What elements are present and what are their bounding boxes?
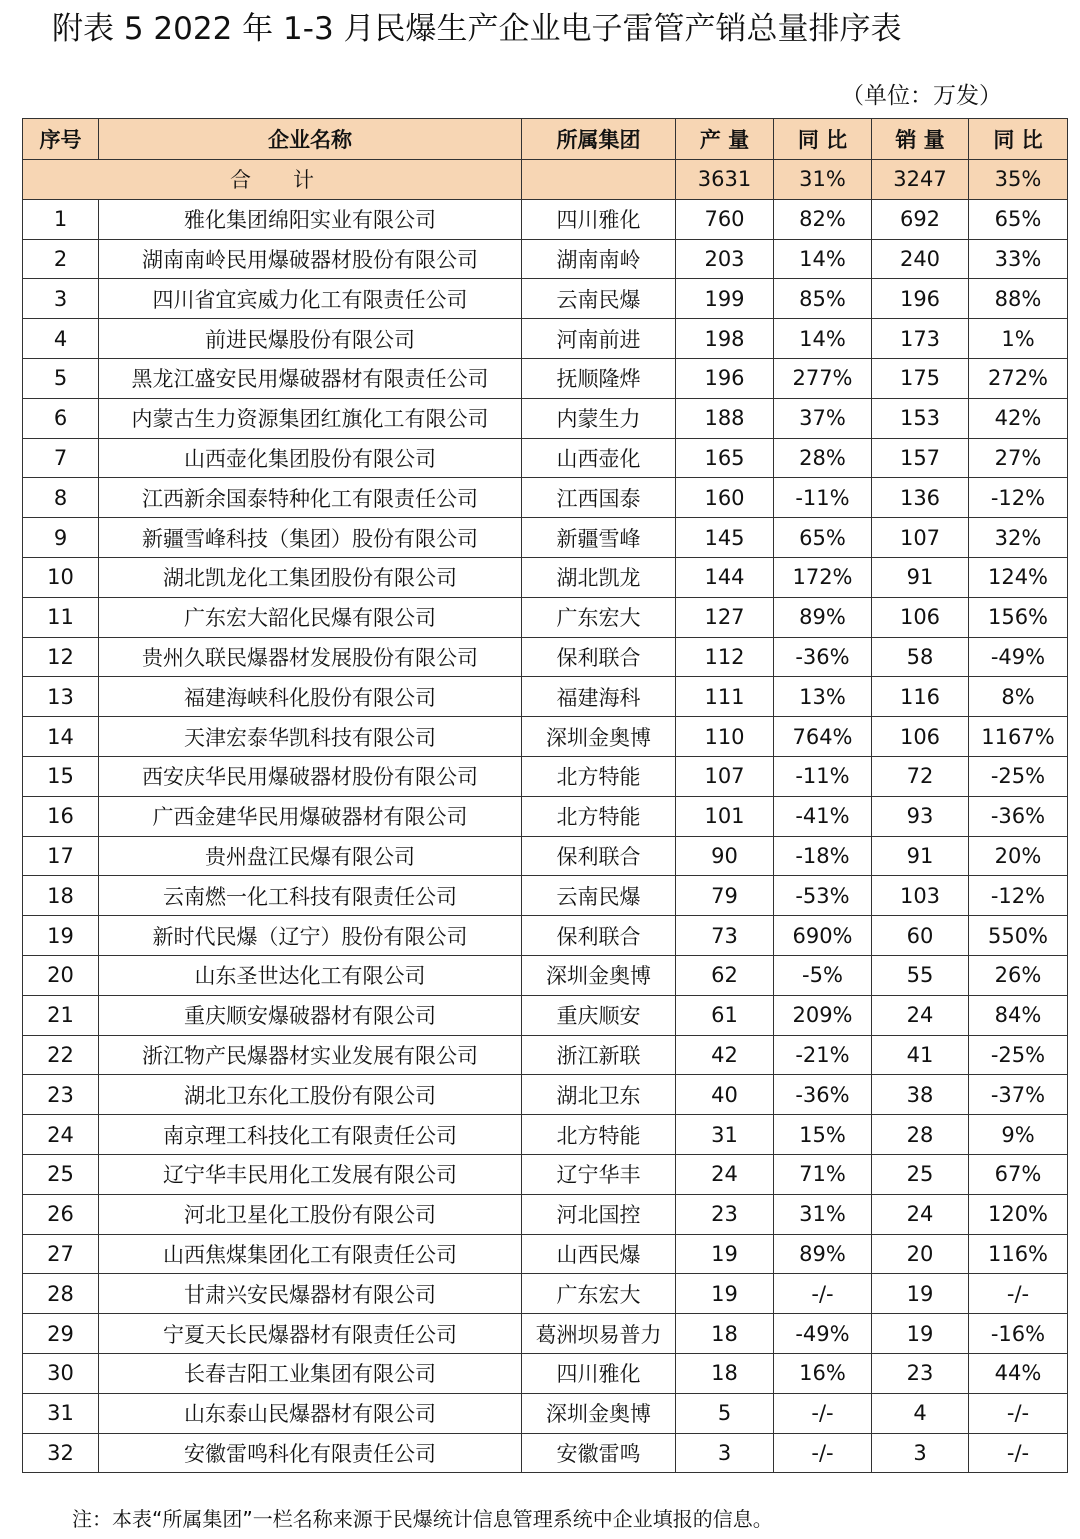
cell-group: 深圳金奥博: [522, 955, 676, 995]
table-row: [23, 836, 1068, 876]
cell-group: 广东宏大: [522, 1274, 676, 1314]
cell-group: 抚顺隆烨: [522, 358, 676, 398]
table-row: [23, 677, 1068, 717]
cell-company: 甘肃兴安民爆器材有限公司: [99, 1274, 522, 1314]
cell-production: 188: [676, 398, 774, 438]
cell-sales: 60: [872, 916, 969, 956]
cell-group: 湖南南岭: [522, 239, 676, 279]
cell-sales: 23: [872, 1353, 969, 1393]
cell-company: 长春吉阳工业集团有限公司: [99, 1353, 522, 1393]
cell-production-yoy: 28%: [774, 438, 872, 478]
cell-rank: 7: [23, 438, 99, 478]
cell-production-yoy: -5%: [774, 955, 872, 995]
cell-company: 云南燃一化工科技有限责任公司: [99, 876, 522, 916]
cell-production: 101: [676, 796, 774, 836]
cell-sales-yoy: 26%: [969, 955, 1068, 995]
cell-production: 19: [676, 1234, 774, 1274]
cell-production: 42: [676, 1035, 774, 1075]
cell-group: 安徽雷鸣: [522, 1433, 676, 1473]
cell-group: 福建海科: [522, 677, 676, 717]
cell-group: 河南前进: [522, 319, 676, 359]
table-row: [23, 796, 1068, 836]
cell-group: 广东宏大: [522, 597, 676, 637]
header-sales: 销 量: [872, 119, 969, 160]
cell-group: 河北国控: [522, 1194, 676, 1234]
header-row: [23, 119, 1068, 160]
ranking-table: [22, 118, 1068, 1473]
cell-sales-yoy: -12%: [969, 876, 1068, 916]
cell-company: 河北卫星化工股份有限公司: [99, 1194, 522, 1234]
cell-sales-yoy: 32%: [969, 518, 1068, 558]
header-rank: 序号: [23, 119, 99, 160]
cell-rank: 19: [23, 916, 99, 956]
cell-production-yoy: 31%: [774, 1194, 872, 1234]
cell-group: 江西国泰: [522, 478, 676, 518]
table-row: [23, 557, 1068, 597]
cell-sales: 4: [872, 1393, 969, 1433]
cell-company: 湖北卫东化工股份有限公司: [99, 1075, 522, 1115]
table-row: [23, 1035, 1068, 1075]
cell-sales: 19: [872, 1314, 969, 1354]
cell-company: 西安庆华民用爆破器材股份有限公司: [99, 756, 522, 796]
cell-rank: 29: [23, 1314, 99, 1354]
cell-rank: 20: [23, 955, 99, 995]
cell-company: 山西壶化集团股份有限公司: [99, 438, 522, 478]
cell-group: 葛洲坝易普力: [522, 1314, 676, 1354]
cell-sales-yoy: 272%: [969, 358, 1068, 398]
cell-production-yoy: 13%: [774, 677, 872, 717]
cell-production-yoy: -/-: [774, 1433, 872, 1473]
cell-rank: 18: [23, 876, 99, 916]
cell-sales: 91: [872, 557, 969, 597]
cell-group: 内蒙生力: [522, 398, 676, 438]
cell-rank: 14: [23, 717, 99, 757]
cell-rank: 10: [23, 557, 99, 597]
cell-group: 保利联合: [522, 836, 676, 876]
cell-production: 110: [676, 717, 774, 757]
cell-company: 江西新余国泰特种化工有限责任公司: [99, 478, 522, 518]
total-row: [23, 160, 1068, 200]
footnote: 注：本表“所属集团”一栏名称来源于民爆统计信息管理系统中企业填报的信息。: [72, 1507, 773, 1531]
cell-rank: 13: [23, 677, 99, 717]
cell-group: 云南民爆: [522, 279, 676, 319]
cell-company: 前进民爆股份有限公司: [99, 319, 522, 359]
cell-group: 北方特能: [522, 756, 676, 796]
table-row: [23, 717, 1068, 757]
cell-rank: 15: [23, 756, 99, 796]
cell-group: 保利联合: [522, 916, 676, 956]
cell-company: 内蒙古生力资源集团红旗化工有限公司: [99, 398, 522, 438]
page-title: 附表 5 2022 年 1-3 月民爆生产企业电子雷管产销总量排序表: [52, 11, 902, 47]
cell-sales-yoy: -/-: [969, 1433, 1068, 1473]
cell-production: 196: [676, 358, 774, 398]
cell-production: 760: [676, 199, 774, 239]
cell-production: 73: [676, 916, 774, 956]
cell-sales: 107: [872, 518, 969, 558]
cell-sales: 58: [872, 637, 969, 677]
cell-rank: 25: [23, 1154, 99, 1194]
cell-production-yoy: -36%: [774, 1075, 872, 1115]
cell-sales: 24: [872, 1194, 969, 1234]
cell-production-yoy: 209%: [774, 995, 872, 1035]
cell-sales-yoy: 42%: [969, 398, 1068, 438]
table-row: [23, 876, 1068, 916]
cell-production: 112: [676, 637, 774, 677]
cell-sales: 20: [872, 1234, 969, 1274]
header-production: 产 量: [676, 119, 774, 160]
cell-sales-yoy: -16%: [969, 1314, 1068, 1354]
cell-rank: 9: [23, 518, 99, 558]
cell-production-yoy: 65%: [774, 518, 872, 558]
cell-production-yoy: -18%: [774, 836, 872, 876]
cell-company: 天津宏泰华凯科技有限公司: [99, 717, 522, 757]
header-company: 企业名称: [99, 119, 522, 160]
table-row: [23, 637, 1068, 677]
cell-rank: 6: [23, 398, 99, 438]
cell-company: 福建海峡科化股份有限公司: [99, 677, 522, 717]
total-label: 合 计: [23, 160, 522, 200]
cell-sales-yoy: 65%: [969, 199, 1068, 239]
cell-production-yoy: -41%: [774, 796, 872, 836]
cell-sales: 157: [872, 438, 969, 478]
cell-production: 61: [676, 995, 774, 1035]
cell-company: 广西金建华民用爆破器材有限公司: [99, 796, 522, 836]
unit-label: （单位：万发）: [841, 83, 1002, 109]
table-row: [23, 1234, 1068, 1274]
cell-production: 3: [676, 1433, 774, 1473]
cell-sales-yoy: 8%: [969, 677, 1068, 717]
total-sales: 3247: [872, 160, 969, 200]
cell-group: 北方特能: [522, 796, 676, 836]
cell-rank: 31: [23, 1393, 99, 1433]
cell-group: 浙江新联: [522, 1035, 676, 1075]
cell-production: 165: [676, 438, 774, 478]
cell-group: 新疆雪峰: [522, 518, 676, 558]
cell-rank: 21: [23, 995, 99, 1035]
cell-rank: 4: [23, 319, 99, 359]
cell-sales: 116: [872, 677, 969, 717]
cell-group: 湖北卫东: [522, 1075, 676, 1115]
cell-sales: 240: [872, 239, 969, 279]
cell-sales-yoy: 33%: [969, 239, 1068, 279]
table-row: [23, 955, 1068, 995]
cell-production: 107: [676, 756, 774, 796]
cell-production-yoy: -/-: [774, 1393, 872, 1433]
cell-rank: 12: [23, 637, 99, 677]
cell-group: 深圳金奥博: [522, 1393, 676, 1433]
cell-production: 19: [676, 1274, 774, 1314]
cell-sales-yoy: 120%: [969, 1194, 1068, 1234]
cell-production-yoy: -/-: [774, 1274, 872, 1314]
cell-sales-yoy: -36%: [969, 796, 1068, 836]
cell-group: 湖北凯龙: [522, 557, 676, 597]
total-sales-yoy: 35%: [969, 160, 1068, 200]
table-row: [23, 1194, 1068, 1234]
cell-sales-yoy: -49%: [969, 637, 1068, 677]
cell-sales: 91: [872, 836, 969, 876]
cell-sales: 692: [872, 199, 969, 239]
cell-rank: 22: [23, 1035, 99, 1075]
cell-company: 新时代民爆（辽宁）股份有限公司: [99, 916, 522, 956]
cell-production: 127: [676, 597, 774, 637]
cell-company: 黑龙江盛安民用爆破器材有限责任公司: [99, 358, 522, 398]
cell-production-yoy: -11%: [774, 756, 872, 796]
cell-company: 新疆雪峰科技（集团）股份有限公司: [99, 518, 522, 558]
cell-company: 宁夏天长民爆器材有限责任公司: [99, 1314, 522, 1354]
cell-production-yoy: 14%: [774, 239, 872, 279]
cell-sales-yoy: 44%: [969, 1353, 1068, 1393]
cell-sales: 103: [872, 876, 969, 916]
table-row: [23, 358, 1068, 398]
cell-company: 辽宁华丰民用化工发展有限公司: [99, 1154, 522, 1194]
cell-group: 四川雅化: [522, 1353, 676, 1393]
cell-production: 5: [676, 1393, 774, 1433]
cell-sales: 106: [872, 597, 969, 637]
table-row: [23, 1115, 1068, 1155]
cell-sales: 196: [872, 279, 969, 319]
cell-group: 辽宁华丰: [522, 1154, 676, 1194]
header-production-yoy: 同 比: [774, 119, 872, 160]
cell-production-yoy: -11%: [774, 478, 872, 518]
cell-sales-yoy: 156%: [969, 597, 1068, 637]
cell-sales: 41: [872, 1035, 969, 1075]
cell-production: 62: [676, 955, 774, 995]
cell-company: 广东宏大韶化民爆有限公司: [99, 597, 522, 637]
cell-sales-yoy: 550%: [969, 916, 1068, 956]
cell-production-yoy: 85%: [774, 279, 872, 319]
table-row: [23, 239, 1068, 279]
cell-sales-yoy: -/-: [969, 1274, 1068, 1314]
cell-group: 北方特能: [522, 1115, 676, 1155]
header-sales-yoy: 同 比: [969, 119, 1068, 160]
cell-production: 203: [676, 239, 774, 279]
table-row: [23, 279, 1068, 319]
cell-sales-yoy: 124%: [969, 557, 1068, 597]
cell-production: 31: [676, 1115, 774, 1155]
cell-sales: 72: [872, 756, 969, 796]
cell-production: 18: [676, 1314, 774, 1354]
cell-sales: 25: [872, 1154, 969, 1194]
header-group: 所属集团: [522, 119, 676, 160]
cell-production-yoy: 277%: [774, 358, 872, 398]
cell-rank: 30: [23, 1353, 99, 1393]
table-row: [23, 916, 1068, 956]
cell-company: 四川省宜宾威力化工有限责任公司: [99, 279, 522, 319]
table-row: [23, 199, 1068, 239]
cell-rank: 2: [23, 239, 99, 279]
cell-rank: 27: [23, 1234, 99, 1274]
cell-sales: 175: [872, 358, 969, 398]
table-row: [23, 398, 1068, 438]
total-group: [522, 160, 676, 200]
cell-production-yoy: 16%: [774, 1353, 872, 1393]
cell-sales-yoy: 88%: [969, 279, 1068, 319]
cell-rank: 28: [23, 1274, 99, 1314]
cell-company: 南京理工科技化工有限责任公司: [99, 1115, 522, 1155]
cell-rank: 11: [23, 597, 99, 637]
table-row: [23, 1314, 1068, 1354]
cell-rank: 17: [23, 836, 99, 876]
table-row: [23, 518, 1068, 558]
cell-rank: 3: [23, 279, 99, 319]
cell-company: 雅化集团绵阳实业有限公司: [99, 199, 522, 239]
cell-group: 保利联合: [522, 637, 676, 677]
cell-company: 湖北凯龙化工集团股份有限公司: [99, 557, 522, 597]
cell-group: 重庆顺安: [522, 995, 676, 1035]
cell-company: 重庆顺安爆破器材有限公司: [99, 995, 522, 1035]
cell-sales: 93: [872, 796, 969, 836]
table-row: [23, 319, 1068, 359]
cell-production-yoy: -36%: [774, 637, 872, 677]
cell-sales-yoy: -25%: [969, 1035, 1068, 1075]
table-row: [23, 597, 1068, 637]
table-row: [23, 1274, 1068, 1314]
cell-group: 云南民爆: [522, 876, 676, 916]
cell-sales-yoy: 84%: [969, 995, 1068, 1035]
cell-sales: 173: [872, 319, 969, 359]
cell-rank: 5: [23, 358, 99, 398]
table-row: [23, 1353, 1068, 1393]
cell-production: 144: [676, 557, 774, 597]
cell-rank: 24: [23, 1115, 99, 1155]
cell-rank: 1: [23, 199, 99, 239]
cell-rank: 26: [23, 1194, 99, 1234]
cell-production: 145: [676, 518, 774, 558]
cell-production-yoy: -53%: [774, 876, 872, 916]
cell-rank: 8: [23, 478, 99, 518]
cell-sales-yoy: -12%: [969, 478, 1068, 518]
cell-production-yoy: -49%: [774, 1314, 872, 1354]
table-row: [23, 995, 1068, 1035]
cell-sales-yoy: 20%: [969, 836, 1068, 876]
total-production-yoy: 31%: [774, 160, 872, 200]
cell-rank: 32: [23, 1433, 99, 1473]
cell-production-yoy: 71%: [774, 1154, 872, 1194]
cell-production-yoy: 14%: [774, 319, 872, 359]
cell-production-yoy: 82%: [774, 199, 872, 239]
cell-sales-yoy: -/-: [969, 1393, 1068, 1433]
table-row: [23, 438, 1068, 478]
cell-sales: 153: [872, 398, 969, 438]
cell-group: 深圳金奥博: [522, 717, 676, 757]
cell-group: 山西壶化: [522, 438, 676, 478]
cell-company: 贵州久联民爆器材发展股份有限公司: [99, 637, 522, 677]
cell-production-yoy: 89%: [774, 597, 872, 637]
cell-production: 199: [676, 279, 774, 319]
cell-sales-yoy: 67%: [969, 1154, 1068, 1194]
total-production: 3631: [676, 160, 774, 200]
table-row: [23, 1393, 1068, 1433]
cell-production: 198: [676, 319, 774, 359]
cell-sales-yoy: -25%: [969, 756, 1068, 796]
cell-sales: 136: [872, 478, 969, 518]
cell-sales: 3: [872, 1433, 969, 1473]
cell-production-yoy: 172%: [774, 557, 872, 597]
cell-production-yoy: 37%: [774, 398, 872, 438]
cell-company: 山东圣世达化工有限公司: [99, 955, 522, 995]
cell-production: 40: [676, 1075, 774, 1115]
cell-production: 79: [676, 876, 774, 916]
cell-sales: 38: [872, 1075, 969, 1115]
cell-sales: 19: [872, 1274, 969, 1314]
cell-group: 山西民爆: [522, 1234, 676, 1274]
cell-sales-yoy: -37%: [969, 1075, 1068, 1115]
cell-sales-yoy: 9%: [969, 1115, 1068, 1155]
cell-production: 18: [676, 1353, 774, 1393]
cell-company: 安徽雷鸣科化有限责任公司: [99, 1433, 522, 1473]
cell-company: 贵州盘江民爆有限公司: [99, 836, 522, 876]
cell-production: 160: [676, 478, 774, 518]
cell-sales-yoy: 116%: [969, 1234, 1068, 1274]
cell-sales-yoy: 27%: [969, 438, 1068, 478]
cell-production-yoy: -21%: [774, 1035, 872, 1075]
cell-company: 山西焦煤集团化工有限责任公司: [99, 1234, 522, 1274]
cell-sales: 24: [872, 995, 969, 1035]
cell-production: 23: [676, 1194, 774, 1234]
table-row: [23, 1154, 1068, 1194]
table-row: [23, 1075, 1068, 1115]
cell-production-yoy: 764%: [774, 717, 872, 757]
cell-sales: 28: [872, 1115, 969, 1155]
table-row: [23, 1433, 1068, 1473]
cell-production: 24: [676, 1154, 774, 1194]
table-row: [23, 756, 1068, 796]
cell-production-yoy: 15%: [774, 1115, 872, 1155]
cell-sales-yoy: 1167%: [969, 717, 1068, 757]
cell-rank: 23: [23, 1075, 99, 1115]
cell-production-yoy: 89%: [774, 1234, 872, 1274]
cell-sales: 106: [872, 717, 969, 757]
cell-sales: 55: [872, 955, 969, 995]
cell-group: 四川雅化: [522, 199, 676, 239]
table-row: [23, 478, 1068, 518]
cell-production: 90: [676, 836, 774, 876]
cell-production: 111: [676, 677, 774, 717]
cell-production-yoy: 690%: [774, 916, 872, 956]
cell-sales-yoy: 1%: [969, 319, 1068, 359]
cell-company: 山东泰山民爆器材有限公司: [99, 1393, 522, 1433]
cell-company: 湖南南岭民用爆破器材股份有限公司: [99, 239, 522, 279]
cell-rank: 16: [23, 796, 99, 836]
cell-company: 浙江物产民爆器材实业发展有限公司: [99, 1035, 522, 1075]
